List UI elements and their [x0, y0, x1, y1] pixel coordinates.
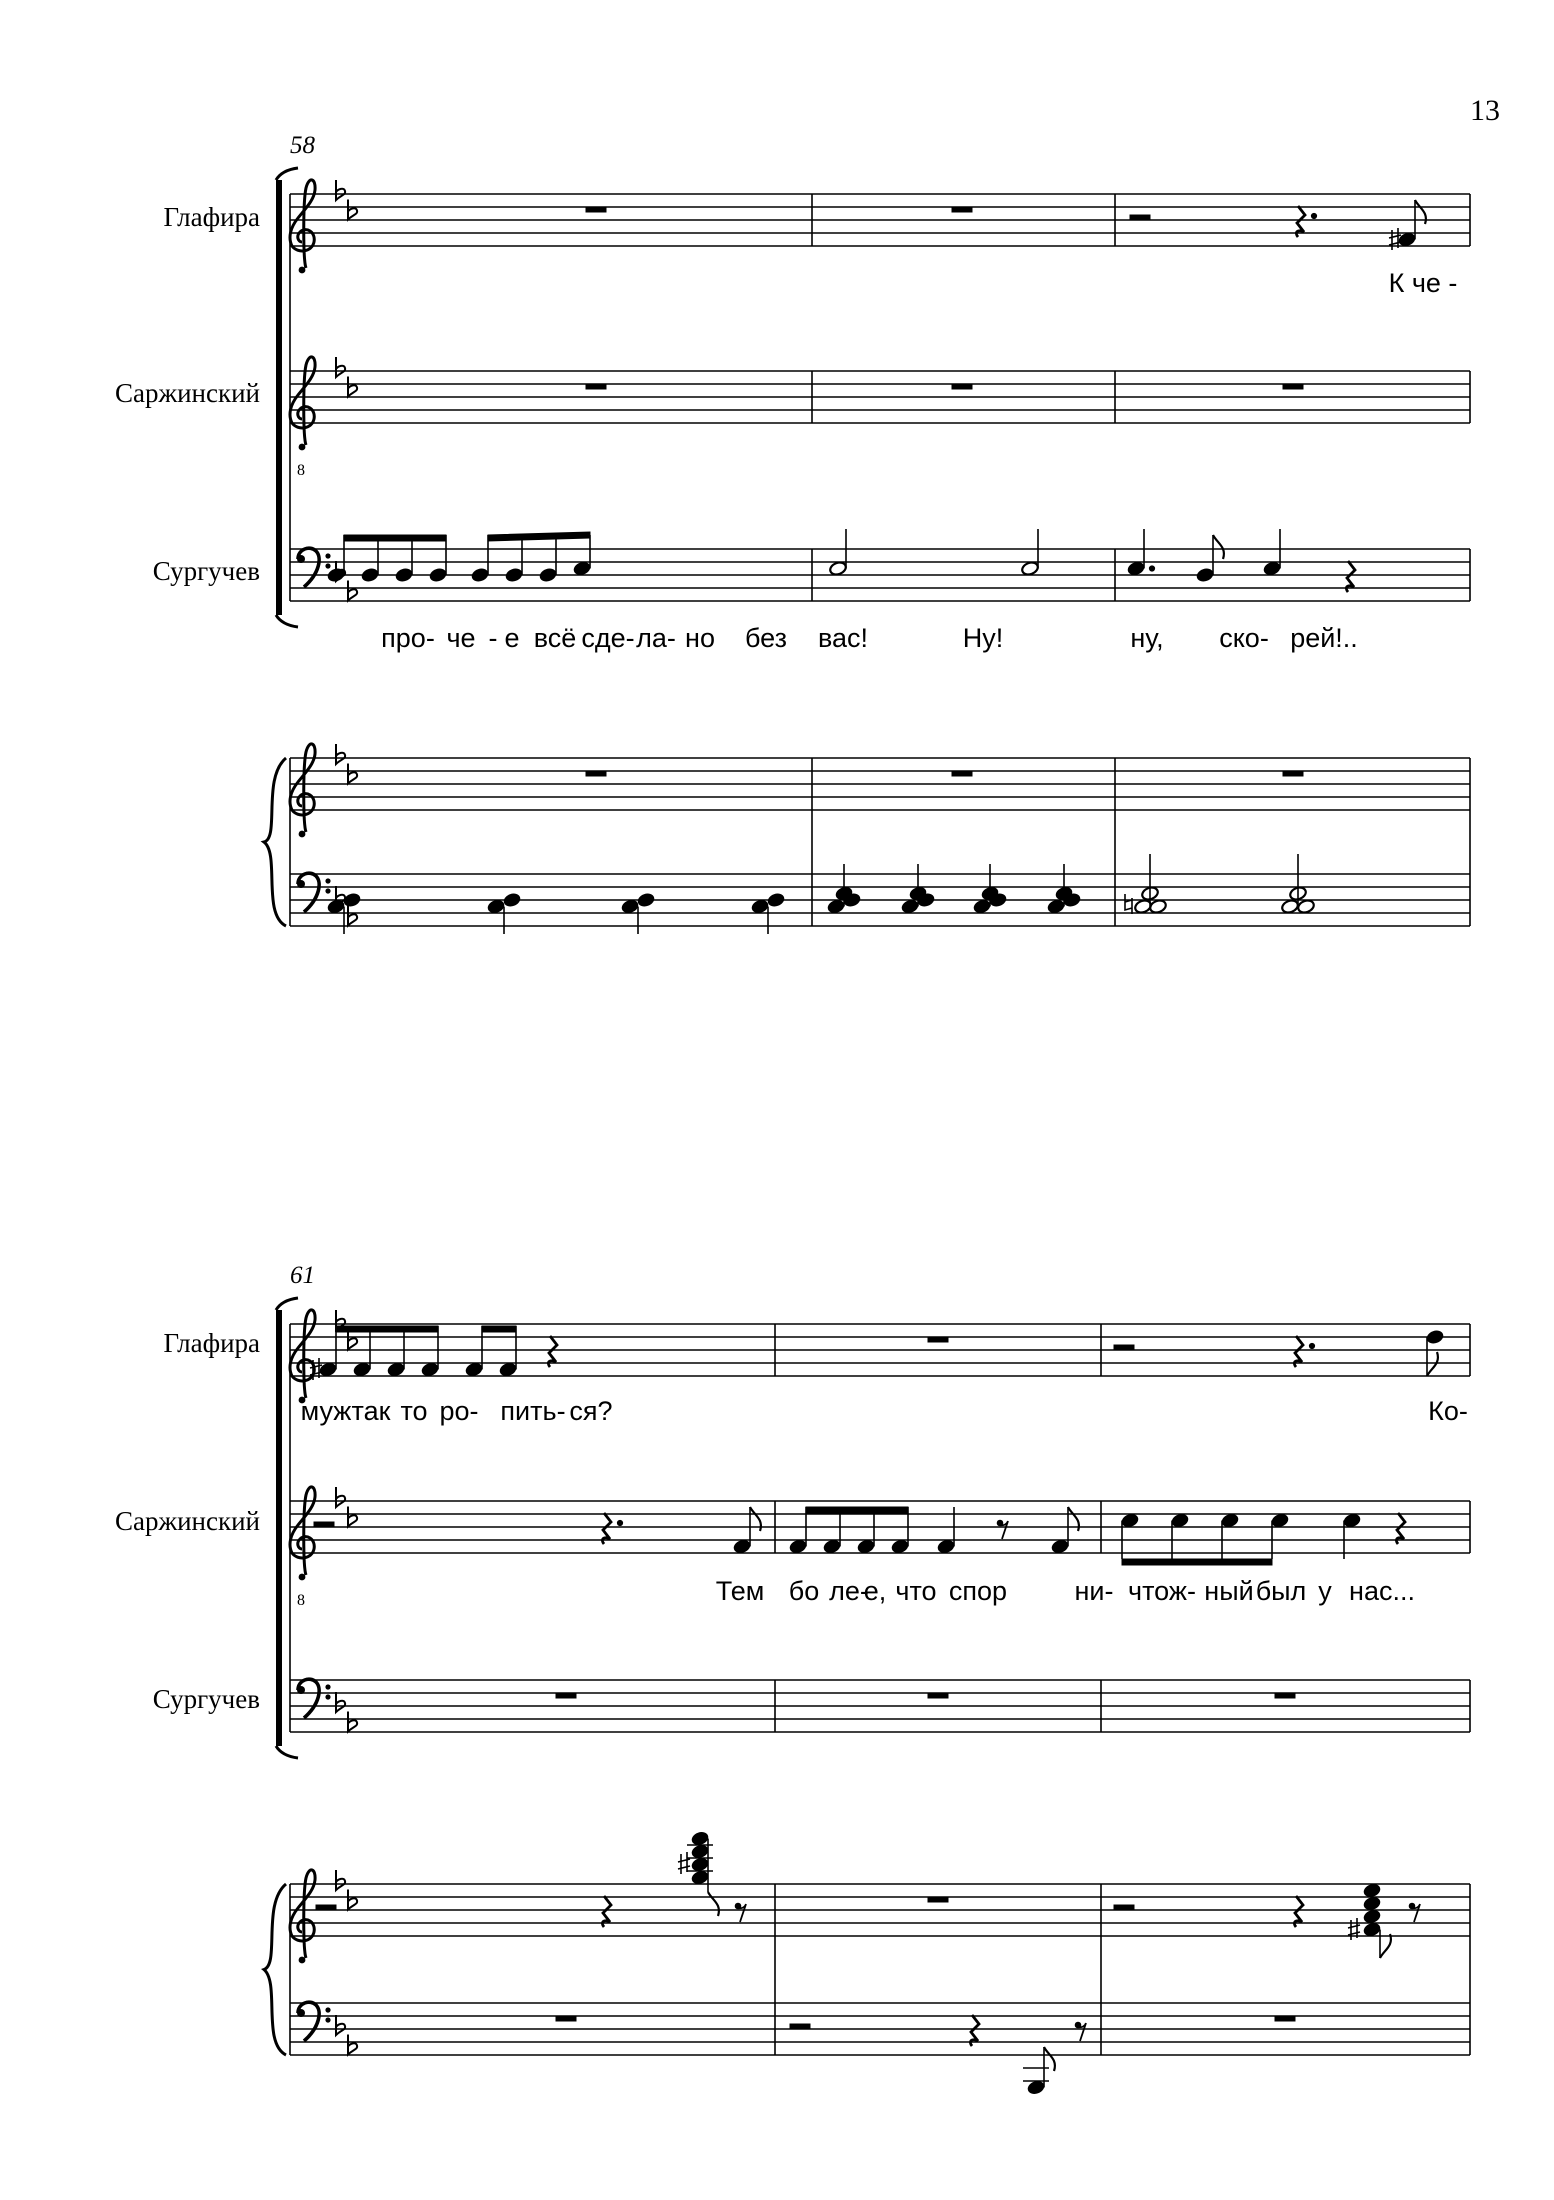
ensemble-bracket	[276, 1310, 282, 1746]
lyric-syllable: Ко-	[1428, 1396, 1468, 1426]
lyric-syllable: -	[488, 623, 498, 653]
notehead	[505, 567, 524, 583]
lyric-syllable: ла-	[636, 623, 676, 653]
key-flat	[348, 377, 357, 397]
lyric-syllable: ле-	[829, 1576, 869, 1606]
notehead	[1281, 899, 1300, 915]
lyric-syllable: ни-	[1074, 1576, 1114, 1606]
notehead	[767, 892, 786, 908]
instrument-name-glafira: Глафира	[163, 202, 260, 232]
ensemble-bracket	[276, 1746, 298, 1758]
lyric-syllable: чтож-	[1128, 1576, 1196, 1606]
notehead	[1127, 561, 1146, 577]
lyric-syllable: пить-	[500, 1396, 566, 1426]
measure-number: 58	[290, 132, 315, 159]
lyric-syllable: ся?	[569, 1396, 613, 1426]
lyric-syllable: ну,	[1130, 623, 1164, 653]
beam	[488, 532, 590, 541]
key-flat	[348, 200, 357, 220]
notehead	[937, 1539, 956, 1555]
instrument-name-surguchev: Сургучев	[152, 556, 260, 586]
instrument-name-sarzhinsky: Саржинский	[114, 378, 260, 408]
page-number: 13	[1470, 94, 1500, 127]
notehead	[891, 1539, 910, 1555]
notehead	[387, 1362, 406, 1378]
measure-number: 61	[290, 1262, 315, 1289]
lyric-syllable: е,	[863, 1576, 887, 1606]
notehead	[1363, 1883, 1382, 1899]
lyric-syllable: рей!..	[1290, 623, 1358, 653]
notehead	[343, 892, 362, 908]
notehead	[857, 1539, 876, 1555]
notehead	[1027, 2080, 1046, 2096]
key-flat	[336, 180, 345, 200]
notehead	[827, 899, 846, 915]
lyric-syllable: то	[400, 1396, 428, 1426]
lyric-syllable: Ну!	[962, 623, 1004, 653]
key-flat	[348, 764, 357, 784]
flag	[1427, 1352, 1438, 1376]
key-flat	[336, 2015, 345, 2035]
dot	[1309, 1343, 1314, 1348]
notehead	[421, 1362, 440, 1378]
lyric-syllable: но	[685, 623, 715, 653]
notehead	[1196, 567, 1215, 583]
notehead	[471, 567, 490, 583]
beam	[1122, 1559, 1272, 1565]
lyric-syllable: ро-	[439, 1396, 479, 1426]
piano-brace	[264, 758, 286, 926]
notehead	[429, 567, 448, 583]
notehead	[691, 1870, 710, 1886]
notehead	[901, 899, 920, 915]
ensemble-bracket	[276, 615, 298, 627]
notehead	[733, 1539, 752, 1555]
notehead	[1171, 1513, 1190, 1529]
lyric-syllable: Тем	[715, 1576, 765, 1606]
lyric-syllable: про-	[381, 623, 435, 653]
notehead	[1363, 1922, 1382, 1938]
notehead	[1047, 899, 1066, 915]
notehead	[395, 567, 414, 583]
notehead	[691, 1844, 710, 1860]
dot	[1311, 213, 1316, 218]
lyric-syllable: у	[1318, 1576, 1332, 1606]
bass-clef	[297, 873, 331, 912]
key-flat	[336, 744, 345, 764]
key-flat	[348, 1712, 357, 1732]
notehead	[1051, 1539, 1070, 1555]
lyric-syllable: нас...	[1349, 1576, 1415, 1606]
beam	[806, 1507, 908, 1513]
notehead	[1426, 1329, 1445, 1345]
notehead	[1363, 1909, 1382, 1925]
key-flat	[348, 2035, 357, 2055]
lyric-syllable: ско-	[1219, 623, 1269, 653]
flag	[708, 1892, 719, 1916]
notehead	[789, 1539, 808, 1555]
beam	[482, 1326, 516, 1332]
dot	[617, 1520, 622, 1525]
lyric-syllable: че	[446, 623, 476, 653]
key-flat	[336, 1487, 345, 1507]
key-flat	[348, 1890, 357, 1910]
lyric-syllable: К че -	[1388, 268, 1458, 298]
dot	[1149, 566, 1154, 571]
lyric-syllable: ный	[1204, 1576, 1254, 1606]
lyric-syllable: так	[351, 1396, 391, 1426]
lyric-syllable: всё	[533, 623, 577, 653]
notehead	[319, 1362, 338, 1378]
ensemble-bracket	[276, 180, 282, 615]
lyric-syllable: бо	[788, 1576, 820, 1606]
notehead	[1363, 1896, 1382, 1912]
key-flat	[336, 1692, 345, 1712]
lyric-syllable: был	[1255, 1576, 1307, 1606]
key-flat	[336, 357, 345, 377]
notehead	[353, 1362, 372, 1378]
key-flat	[348, 906, 357, 926]
key-flat	[336, 1870, 345, 1890]
notehead	[829, 561, 848, 577]
instrument-name-sarzhinsky: Саржинский	[114, 1506, 260, 1536]
notehead	[539, 567, 558, 583]
lyric-syllable: муж	[300, 1396, 352, 1426]
lyric-syllable: что	[895, 1576, 937, 1606]
notehead	[751, 899, 770, 915]
notehead	[637, 892, 656, 908]
notehead	[823, 1539, 842, 1555]
notehead	[973, 899, 992, 915]
notehead	[361, 567, 380, 583]
notehead	[1263, 561, 1282, 577]
key-flat	[348, 1507, 357, 1527]
notehead	[691, 1857, 710, 1873]
octave-8-marker: 8	[297, 462, 305, 479]
beam	[344, 535, 446, 541]
notehead	[487, 899, 506, 915]
instrument-name-surguchev: Сургучев	[152, 1684, 260, 1714]
notehead	[1343, 1513, 1362, 1529]
notehead	[621, 899, 640, 915]
piano-brace	[264, 1884, 286, 2055]
lyric-syllable: е	[504, 623, 520, 653]
key-flat	[348, 581, 357, 601]
octave-8-marker: 8	[297, 1592, 305, 1609]
beam	[336, 1326, 438, 1332]
notehead	[1121, 1513, 1140, 1529]
notehead	[499, 1362, 518, 1378]
notehead	[1271, 1513, 1290, 1529]
lyric-syllable: без	[745, 623, 787, 653]
notehead	[1221, 1513, 1240, 1529]
bass-clef	[297, 548, 331, 587]
lyric-syllable: спор	[948, 1576, 1008, 1606]
ensemble-bracket	[276, 168, 298, 180]
flag	[1380, 1934, 1391, 1958]
flag	[1213, 535, 1224, 559]
notehead	[1149, 899, 1168, 915]
bass-clef	[297, 1679, 331, 1718]
notehead	[1021, 561, 1040, 577]
notehead	[691, 1831, 710, 1847]
lyric-syllable: вас!	[817, 623, 869, 653]
lyric-syllable: сде-	[581, 623, 635, 653]
notehead	[1297, 899, 1316, 915]
notehead	[1398, 232, 1417, 248]
notehead	[503, 892, 522, 908]
notehead	[573, 561, 592, 577]
ensemble-bracket	[276, 1298, 298, 1310]
notehead	[465, 1362, 484, 1378]
instrument-name-glafira: Глафира	[163, 1328, 260, 1358]
bass-clef	[297, 2002, 331, 2041]
